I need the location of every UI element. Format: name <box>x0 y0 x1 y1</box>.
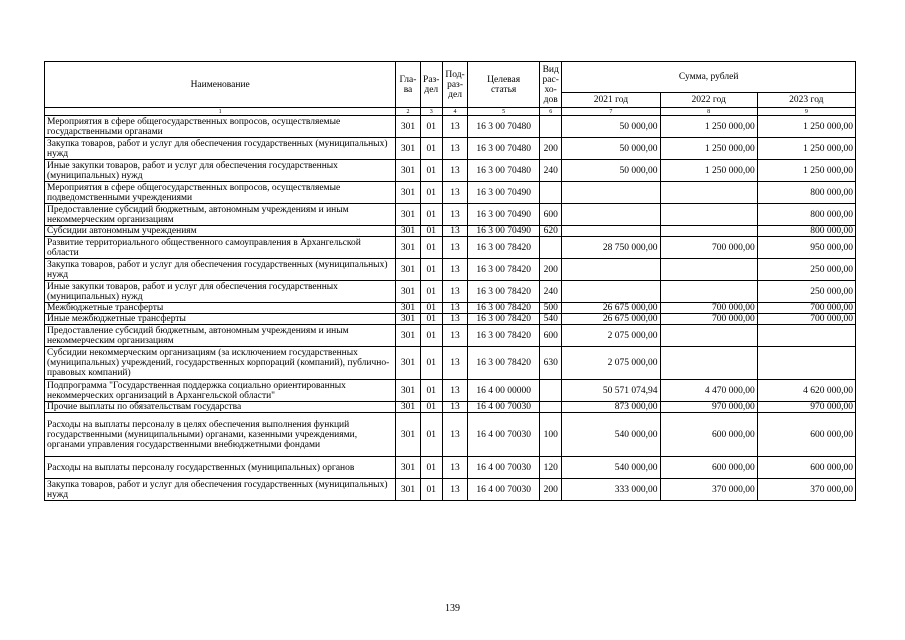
row-sum-2021 <box>562 204 660 226</box>
row-vid: 600 <box>540 204 562 226</box>
row-sum-2022 <box>660 204 757 226</box>
row-sum-2021: 333 000,00 <box>562 479 660 501</box>
row-name: Межбюджетные трансферты <box>45 303 396 314</box>
row-glava: 301 <box>396 325 420 347</box>
row-vid: 120 <box>540 457 562 479</box>
row-statya: 16 4 00 70030 <box>468 457 540 479</box>
row-vid: 240 <box>540 281 562 303</box>
row-sum-2022: 600 000,00 <box>660 413 757 457</box>
row-sum-2023: 700 000,00 <box>757 314 855 325</box>
row-vid <box>540 402 562 413</box>
row-vid <box>540 182 562 204</box>
row-sum-2022: 1 250 000,00 <box>660 116 757 138</box>
table-row <box>45 402 856 413</box>
row-podrazdel: 13 <box>442 138 467 160</box>
row-glava: 301 <box>396 160 420 182</box>
header-glava: Гла- ва <box>396 62 420 108</box>
row-name: Закупка товаров, работ и услуг для обеспечения государственных (муниципальных) нужд <box>45 138 396 160</box>
row-statya: 16 4 00 70030 <box>468 413 540 457</box>
row-podrazdel: 13 <box>442 160 467 182</box>
row-name: Субсидии автономным учреждениям <box>45 226 396 237</box>
table-row <box>45 116 856 138</box>
row-razdel: 01 <box>420 413 442 457</box>
header-podrazdel: Под- раз- дел <box>442 62 467 108</box>
row-podrazdel: 13 <box>442 116 467 138</box>
row-glava: 301 <box>396 116 420 138</box>
row-name: Иные закупки товаров, работ и услуг для обеспечения государственных (муниципальных) нужд <box>45 160 396 182</box>
row-sum-2021 <box>562 259 660 281</box>
row-statya: 16 4 00 70030 <box>468 479 540 501</box>
row-statya: 16 3 00 78420 <box>468 237 540 259</box>
row-name: Иные закупки товаров, работ и услуг для обеспечения государственных (муниципальных) нужд <box>45 281 396 303</box>
row-glava: 301 <box>396 457 420 479</box>
row-name: Развитие территориального общественного самоуправления в Архангельской области <box>45 237 396 259</box>
row-name: Субсидии некоммерческим организациям (за исключением государственных (муниципальных) учреждений, государственных корпораций (компаний), публично-правовых компаний) <box>45 347 396 380</box>
row-sum-2021: 540 000,00 <box>562 413 660 457</box>
table-row <box>45 204 856 226</box>
row-sum-2023: 250 000,00 <box>757 281 855 303</box>
row-sum-2023: 950 000,00 <box>757 237 855 259</box>
row-sum-2021: 540 000,00 <box>562 457 660 479</box>
header-razdel: Раз- дел <box>420 62 442 108</box>
row-razdel: 01 <box>420 138 442 160</box>
row-statya: 16 3 00 70480 <box>468 160 540 182</box>
row-podrazdel: 13 <box>442 479 467 501</box>
row-podrazdel: 13 <box>442 182 467 204</box>
row-razdel: 01 <box>420 116 442 138</box>
row-podrazdel: 13 <box>442 237 467 259</box>
row-glava: 301 <box>396 204 420 226</box>
row-sum-2021: 2 075 000,00 <box>562 347 660 380</box>
row-glava: 301 <box>396 402 420 413</box>
row-podrazdel: 13 <box>442 347 467 380</box>
row-podrazdel: 13 <box>442 402 467 413</box>
row-statya: 16 3 00 70480 <box>468 116 540 138</box>
row-sum-2023: 4 620 000,00 <box>757 380 855 402</box>
row-sum-2021: 50 000,00 <box>562 138 660 160</box>
table-row <box>45 259 856 281</box>
table-row <box>45 160 856 182</box>
row-statya: 16 3 00 78420 <box>468 281 540 303</box>
row-vid: 540 <box>540 314 562 325</box>
row-glava: 301 <box>396 138 420 160</box>
row-glava: 301 <box>396 303 420 314</box>
header-year-2023: 2023 год <box>757 93 855 108</box>
row-podrazdel: 13 <box>442 259 467 281</box>
row-sum-2022: 370 000,00 <box>660 479 757 501</box>
table-row <box>45 325 856 347</box>
row-vid: 200 <box>540 479 562 501</box>
row-sum-2021: 28 750 000,00 <box>562 237 660 259</box>
table-row <box>45 303 856 314</box>
row-sum-2023: 1 250 000,00 <box>757 138 855 160</box>
row-sum-2021: 26 675 000,00 <box>562 314 660 325</box>
row-name: Мероприятия в сфере общегосударственных вопросов, осуществляемые подведомственными учреждениями <box>45 182 396 204</box>
table-row <box>45 237 856 259</box>
row-sum-2021: 2 075 000,00 <box>562 325 660 347</box>
table-row <box>45 457 856 479</box>
row-sum-2023: 800 000,00 <box>757 226 855 237</box>
column-number: 3 <box>420 108 442 116</box>
table-row <box>45 380 856 402</box>
header-statya: Целевая статья <box>468 62 540 108</box>
row-podrazdel: 13 <box>442 204 467 226</box>
row-podrazdel: 13 <box>442 413 467 457</box>
column-number: 5 <box>468 108 540 116</box>
row-vid: 200 <box>540 259 562 281</box>
row-sum-2023: 1 250 000,00 <box>757 160 855 182</box>
row-sum-2021: 873 000,00 <box>562 402 660 413</box>
row-vid: 620 <box>540 226 562 237</box>
row-sum-2022 <box>660 259 757 281</box>
row-sum-2023: 970 000,00 <box>757 402 855 413</box>
column-number: 2 <box>396 108 420 116</box>
row-podrazdel: 13 <box>442 226 467 237</box>
row-sum-2022 <box>660 325 757 347</box>
row-razdel: 01 <box>420 281 442 303</box>
row-statya: 16 3 00 70490 <box>468 204 540 226</box>
row-vid <box>540 380 562 402</box>
table-row <box>45 413 856 457</box>
row-razdel: 01 <box>420 226 442 237</box>
row-statya: 16 3 00 70490 <box>468 226 540 237</box>
row-name: Предоставление субсидий бюджетным, автономным учреждениям и иным некоммерческим организациям <box>45 204 396 226</box>
row-podrazdel: 13 <box>442 457 467 479</box>
row-vid: 240 <box>540 160 562 182</box>
row-razdel: 01 <box>420 402 442 413</box>
row-statya: 16 3 00 78420 <box>468 303 540 314</box>
row-statya: 16 3 00 78420 <box>468 314 540 325</box>
column-number: 6 <box>540 108 562 116</box>
row-name: Подпрограмма "Государственная поддержка социально ориентированных некоммерческих организаций в Архангельской области" <box>45 380 396 402</box>
row-sum-2021: 26 675 000,00 <box>562 303 660 314</box>
row-sum-2022: 4 470 000,00 <box>660 380 757 402</box>
column-number: 1 <box>45 108 396 116</box>
row-name: Мероприятия в сфере общегосударственных вопросов, осуществляемые государственными органами <box>45 116 396 138</box>
table-row <box>45 347 856 380</box>
row-name: Расходы на выплаты персоналу государственных (муниципальных) органов <box>45 457 396 479</box>
row-razdel: 01 <box>420 325 442 347</box>
row-sum-2021 <box>562 226 660 237</box>
column-number: 7 <box>562 108 660 116</box>
column-number: 4 <box>442 108 467 116</box>
row-sum-2022 <box>660 281 757 303</box>
row-sum-2022 <box>660 347 757 380</box>
row-name: Закупка товаров, работ и услуг для обеспечения государственных (муниципальных) нужд <box>45 479 396 501</box>
row-name: Закупка товаров, работ и услуг для обеспечения государственных (муниципальных) нужд <box>45 259 396 281</box>
row-glava: 301 <box>396 413 420 457</box>
column-number: 8 <box>660 108 757 116</box>
row-statya: 16 3 00 70490 <box>468 182 540 204</box>
header-summa: Сумма, рублей <box>562 62 856 93</box>
row-vid: 630 <box>540 347 562 380</box>
row-sum-2021: 50 571 074,94 <box>562 380 660 402</box>
row-razdel: 01 <box>420 182 442 204</box>
row-sum-2022: 1 250 000,00 <box>660 160 757 182</box>
row-sum-2022: 970 000,00 <box>660 402 757 413</box>
row-sum-2023: 1 250 000,00 <box>757 116 855 138</box>
row-statya: 16 3 00 78420 <box>468 325 540 347</box>
row-sum-2021 <box>562 182 660 204</box>
header-name: Наименование <box>45 62 396 108</box>
table-row <box>45 281 856 303</box>
row-vid: 200 <box>540 138 562 160</box>
row-razdel: 01 <box>420 479 442 501</box>
row-vid: 100 <box>540 413 562 457</box>
row-sum-2023 <box>757 347 855 380</box>
row-glava: 301 <box>396 479 420 501</box>
row-glava: 301 <box>396 259 420 281</box>
row-sum-2021: 50 000,00 <box>562 116 660 138</box>
row-glava: 301 <box>396 314 420 325</box>
row-sum-2023: 800 000,00 <box>757 182 855 204</box>
table-row <box>45 138 856 160</box>
row-vid: 600 <box>540 325 562 347</box>
row-glava: 301 <box>396 182 420 204</box>
table-row <box>45 182 856 204</box>
header-vid: Вид рас- хо- дов <box>540 62 562 108</box>
row-glava: 301 <box>396 380 420 402</box>
row-name: Иные межбюджетные трансферты <box>45 314 396 325</box>
row-razdel: 01 <box>420 457 442 479</box>
table-body <box>45 116 856 501</box>
row-podrazdel: 13 <box>442 314 467 325</box>
row-vid: 500 <box>540 303 562 314</box>
row-podrazdel: 13 <box>442 281 467 303</box>
row-podrazdel: 13 <box>442 303 467 314</box>
row-podrazdel: 13 <box>442 325 467 347</box>
row-sum-2022 <box>660 182 757 204</box>
row-statya: 16 4 00 70030 <box>468 402 540 413</box>
row-sum-2022: 700 000,00 <box>660 237 757 259</box>
row-razdel: 01 <box>420 380 442 402</box>
row-sum-2023: 700 000,00 <box>757 303 855 314</box>
row-razdel: 01 <box>420 259 442 281</box>
row-glava: 301 <box>396 237 420 259</box>
row-razdel: 01 <box>420 237 442 259</box>
row-sum-2021 <box>562 281 660 303</box>
table-row <box>45 479 856 501</box>
row-sum-2023: 250 000,00 <box>757 259 855 281</box>
row-sum-2023: 370 000,00 <box>757 479 855 501</box>
row-sum-2023: 600 000,00 <box>757 457 855 479</box>
row-podrazdel: 13 <box>442 380 467 402</box>
row-statya: 16 3 00 78420 <box>468 259 540 281</box>
budget-table <box>44 61 856 501</box>
row-sum-2022: 700 000,00 <box>660 314 757 325</box>
row-razdel: 01 <box>420 303 442 314</box>
row-glava: 301 <box>396 226 420 237</box>
column-number-row <box>45 108 856 116</box>
row-sum-2022: 1 250 000,00 <box>660 138 757 160</box>
row-statya: 16 4 00 00000 <box>468 380 540 402</box>
row-statya: 16 3 00 78420 <box>468 347 540 380</box>
row-sum-2022: 600 000,00 <box>660 457 757 479</box>
row-name: Прочие выплаты по обязательствам государства <box>45 402 396 413</box>
table-row <box>45 226 856 237</box>
row-razdel: 01 <box>420 347 442 380</box>
row-glava: 301 <box>396 347 420 380</box>
column-number: 9 <box>757 108 855 116</box>
row-statya: 16 3 00 70480 <box>468 138 540 160</box>
row-sum-2023 <box>757 325 855 347</box>
row-razdel: 01 <box>420 204 442 226</box>
row-sum-2022: 700 000,00 <box>660 303 757 314</box>
page-number: 139 <box>445 603 460 614</box>
row-razdel: 01 <box>420 314 442 325</box>
row-vid <box>540 237 562 259</box>
row-glava: 301 <box>396 281 420 303</box>
row-sum-2021: 50 000,00 <box>562 160 660 182</box>
table-row <box>45 314 856 325</box>
row-vid <box>540 116 562 138</box>
row-sum-2022 <box>660 226 757 237</box>
header-year-2022: 2022 год <box>660 93 757 108</box>
row-sum-2023: 800 000,00 <box>757 204 855 226</box>
row-sum-2023: 600 000,00 <box>757 413 855 457</box>
row-name: Расходы на выплаты персоналу в целях обеспечения выполнения функций государственными (муниципальными) органами, казенными учреждениями, органами управления государственными внебюджетными фондами <box>45 413 396 457</box>
row-razdel: 01 <box>420 160 442 182</box>
header-year-2021: 2021 год <box>562 93 660 108</box>
row-name: Предоставление субсидий бюджетным, автономным учреждениям и иным некоммерческим организациям <box>45 325 396 347</box>
